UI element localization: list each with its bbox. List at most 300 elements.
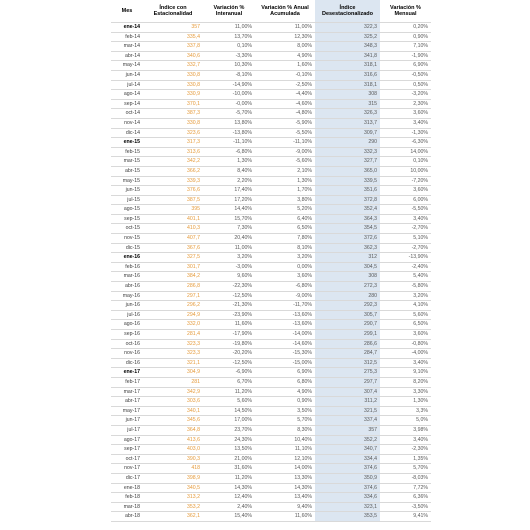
cell-indice-estacionalidad: 401,1 [143,214,203,224]
cell-mes: mar-16 [111,272,143,282]
cell-variacion-anual-acumulada: 8,30% [255,425,315,435]
cell-mes: jun-16 [111,301,143,311]
cell-indice-desestacionalizado: 311,2 [315,397,380,407]
cell-variacion-interanual: 20,40% [203,234,255,244]
cell-indice-desestacionalizado: 374,6 [315,483,380,493]
cell-variacion-interanual: 9,60% [203,272,255,282]
cell-variacion-mensual: 14,00% [380,147,431,157]
cell-variacion-mensual: 3,40% [380,358,431,368]
cell-indice-estacionalidad: 294,9 [143,310,203,320]
table-row [111,464,431,474]
table-row [111,358,431,368]
cell-mes: sep-16 [111,330,143,340]
cell-indice-estacionalidad: 410,3 [143,224,203,234]
cell-mes: sep-14 [111,99,143,109]
table-row [111,368,431,378]
cell-variacion-mensual: -3,50% [380,502,431,512]
cell-variacion-anual-acumulada: 6,80% [255,377,315,387]
cell-indice-desestacionalizado: 350,9 [315,473,380,483]
cell-indice-desestacionalizado: 362,3 [315,243,380,253]
cell-variacion-interanual: 11,00% [203,23,255,33]
cell-variacion-anual-acumulada: 6,40% [255,214,315,224]
cell-variacion-mensual: -3,20% [380,90,431,100]
cell-indice-estacionalidad: 387,5 [143,195,203,205]
table-row [111,147,431,157]
cell-variacion-interanual: -3,30% [203,51,255,61]
data-table-container [111,0,431,522]
cell-mes: may-14 [111,61,143,71]
cell-indice-desestacionalizado: 374,6 [315,464,380,474]
cell-variacion-interanual: -20,20% [203,349,255,359]
table-row [111,70,431,80]
cell-variacion-anual-acumulada: 6,50% [255,224,315,234]
cell-mes: nov-16 [111,349,143,359]
cell-variacion-interanual: -13,80% [203,128,255,138]
cell-variacion-anual-acumulada: 13,30% [255,473,315,483]
table-row [111,128,431,138]
cell-variacion-interanual: 11,60% [203,320,255,330]
cell-indice-estacionalidad: 301,7 [143,262,203,272]
cell-variacion-interanual: 10,30% [203,61,255,71]
table-row [111,406,431,416]
cell-variacion-mensual: -2,70% [380,243,431,253]
cell-variacion-anual-acumulada: 12,30% [255,32,315,42]
cell-variacion-anual-acumulada: -11,70% [255,301,315,311]
cell-indice-estacionalidad: 345,6 [143,416,203,426]
cell-indice-estacionalidad: 281 [143,377,203,387]
table-row [111,166,431,176]
cell-variacion-interanual: 6,70% [203,377,255,387]
cell-indice-desestacionalizado: 308 [315,90,380,100]
cell-indice-estacionalidad: 281,4 [143,330,203,340]
table-row [111,205,431,215]
table-row [111,90,431,100]
cell-indice-estacionalidad: 330,8 [143,70,203,80]
cell-indice-estacionalidad: 418 [143,464,203,474]
cell-variacion-anual-acumulada: 14,30% [255,483,315,493]
cell-variacion-interanual: 8,40% [203,166,255,176]
cell-variacion-anual-acumulada: 14,00% [255,464,315,474]
cell-variacion-interanual: -12,50% [203,291,255,301]
cell-indice-estacionalidad: 330,9 [143,90,203,100]
cell-variacion-mensual: -2,30% [380,445,431,455]
cell-variacion-interanual: 11,20% [203,473,255,483]
cell-indice-desestacionalizado: 352,2 [315,435,380,445]
table-row [111,282,431,292]
cell-mes: jul-16 [111,310,143,320]
cell-mes: abr-14 [111,51,143,61]
cell-variacion-anual-acumulada: -9,00% [255,147,315,157]
header-mes: Mes [111,0,143,23]
cell-indice-estacionalidad: 313,2 [143,493,203,503]
cell-variacion-interanual: -8,10% [203,70,255,80]
cell-indice-estacionalidad: 353,2 [143,502,203,512]
table-row [111,349,431,359]
table-row [111,445,431,455]
header-row [111,0,431,23]
cell-variacion-anual-acumulada: 5,20% [255,205,315,215]
cell-mes: may-17 [111,406,143,416]
cell-variacion-interanual: 14,30% [203,483,255,493]
cell-variacion-mensual: 6,36% [380,493,431,503]
cell-variacion-interanual: 2,20% [203,176,255,186]
cell-indice-desestacionalizado: 325,2 [315,32,380,42]
cell-variacion-mensual: 8,20% [380,377,431,387]
cell-variacion-interanual: 3,20% [203,253,255,263]
table-row [111,138,431,148]
table-row [111,23,431,33]
cell-indice-estacionalidad: 395 [143,205,203,215]
cell-variacion-mensual: 3,60% [380,109,431,119]
cell-variacion-mensual: -2,40% [380,262,431,272]
cell-mes: mar-15 [111,157,143,167]
cell-indice-estacionalidad: 340,5 [143,483,203,493]
cell-indice-estacionalidad: 403,0 [143,445,203,455]
cell-mes: ene-15 [111,138,143,148]
header-variacion-mensual: Variación % Mensual [380,0,431,23]
cell-mes: may-16 [111,291,143,301]
cell-mes: ago-15 [111,205,143,215]
cell-indice-desestacionalizado: 353,5 [315,512,380,522]
cell-variacion-interanual: 11,00% [203,243,255,253]
cell-indice-desestacionalizado: 372,6 [315,234,380,244]
cell-variacion-interanual: 14,40% [203,205,255,215]
table-row [111,118,431,128]
cell-indice-desestacionalizado: 352,4 [315,205,380,215]
header-indice-desestacionalizado: Índice Desestacionalizado [315,0,380,23]
cell-mes: ago-16 [111,320,143,330]
cell-variacion-interanual: -10,00% [203,90,255,100]
cell-variacion-interanual: 21,00% [203,454,255,464]
cell-indice-desestacionalizado: 334,6 [315,493,380,503]
cell-mes: feb-18 [111,493,143,503]
cell-variacion-interanual: 14,50% [203,406,255,416]
cell-variacion-interanual: 2,40% [203,502,255,512]
cell-variacion-anual-acumulada: 3,60% [255,272,315,282]
table-row [111,176,431,186]
cell-indice-desestacionalizado: 354,5 [315,224,380,234]
cell-variacion-interanual: 17,40% [203,186,255,196]
cell-indice-desestacionalizado: 312,5 [315,358,380,368]
cell-indice-desestacionalizado: 318,1 [315,80,380,90]
cell-indice-desestacionalizado: 312 [315,253,380,263]
cell-indice-estacionalidad: 366,2 [143,166,203,176]
cell-variacion-anual-acumulada: -4,40% [255,90,315,100]
cell-variacion-mensual: -7,20% [380,176,431,186]
cell-variacion-mensual: 9,10% [380,368,431,378]
cell-variacion-interanual: -3,00% [203,262,255,272]
cell-variacion-anual-acumulada: 1,70% [255,186,315,196]
table-row [111,310,431,320]
cell-variacion-interanual: -12,50% [203,358,255,368]
cell-variacion-anual-acumulada: -0,10% [255,70,315,80]
table-row [111,186,431,196]
cell-variacion-interanual: -19,80% [203,339,255,349]
cell-variacion-mensual: 3,40% [380,435,431,445]
cell-variacion-anual-acumulada: -15,30% [255,349,315,359]
table-row [111,435,431,445]
table-row [111,80,431,90]
cell-indice-estacionalidad: 340,1 [143,406,203,416]
table-header [111,0,431,23]
cell-variacion-anual-acumulada: 10,40% [255,435,315,445]
cell-variacion-interanual: 12,40% [203,493,255,503]
cell-indice-estacionalidad: 342,9 [143,387,203,397]
table-row [111,454,431,464]
cell-mes: nov-15 [111,234,143,244]
cell-variacion-mensual: 6,50% [380,320,431,330]
table-row [111,262,431,272]
cell-variacion-anual-acumulada: 3,80% [255,195,315,205]
table-row [111,291,431,301]
cell-variacion-anual-acumulada: 1,60% [255,61,315,71]
cell-mes: oct-17 [111,454,143,464]
cell-indice-desestacionalizado: 351,6 [315,186,380,196]
cell-variacion-anual-acumulada: 4,90% [255,51,315,61]
table-row [111,512,431,522]
cell-indice-estacionalidad: 387,3 [143,109,203,119]
cell-mes: nov-14 [111,118,143,128]
table-row [111,224,431,234]
cell-indice-desestacionalizado: 323,1 [315,502,380,512]
cell-variacion-interanual: 17,00% [203,416,255,426]
table-row [111,493,431,503]
cell-mes: ene-16 [111,253,143,263]
cell-variacion-anual-acumulada: 0,00% [255,262,315,272]
header-variacion-anual-acumulada: Variación % Anual Acumulada [255,0,315,23]
cell-variacion-anual-acumulada: 1,30% [255,176,315,186]
cell-variacion-mensual: 7,72% [380,483,431,493]
cell-variacion-mensual: -1,90% [380,51,431,61]
cell-variacion-anual-acumulada: 2,10% [255,166,315,176]
cell-variacion-interanual: 17,20% [203,195,255,205]
cell-variacion-mensual: -1,30% [380,128,431,138]
cell-variacion-interanual: 11,20% [203,387,255,397]
cell-variacion-anual-acumulada: 8,10% [255,243,315,253]
cell-indice-desestacionalizado: 286,6 [315,339,380,349]
cell-indice-estacionalidad: 362,1 [143,512,203,522]
cell-mes: jun-14 [111,70,143,80]
cell-variacion-anual-acumulada: -4,80% [255,109,315,119]
cell-variacion-interanual: -23,90% [203,310,255,320]
cell-mes: sep-15 [111,214,143,224]
cell-variacion-interanual: 13,80% [203,118,255,128]
cell-variacion-anual-acumulada: -5,50% [255,128,315,138]
cell-indice-estacionalidad: 313,6 [143,147,203,157]
cell-variacion-interanual: -14,90% [203,80,255,90]
cell-indice-estacionalidad: 335,4 [143,32,203,42]
cell-variacion-interanual: 24,30% [203,435,255,445]
cell-mes: abr-16 [111,282,143,292]
cell-mes: feb-15 [111,147,143,157]
cell-mes: jul-14 [111,80,143,90]
cell-mes: ago-14 [111,90,143,100]
cell-indice-desestacionalizado: 307,4 [315,387,380,397]
cell-indice-desestacionalizado: 327,7 [315,157,380,167]
cell-mes: dic-17 [111,473,143,483]
table-row [111,99,431,109]
cell-mes: jun-17 [111,416,143,426]
table-row [111,339,431,349]
cell-variacion-anual-acumulada: 11,10% [255,445,315,455]
cell-indice-desestacionalizado: 280 [315,291,380,301]
cell-variacion-interanual: -0,00% [203,99,255,109]
cell-variacion-anual-acumulada: 4,90% [255,387,315,397]
cell-indice-estacionalidad: 367,6 [143,243,203,253]
table-body [111,23,431,522]
table-row [111,243,431,253]
cell-variacion-mensual: -13,90% [380,253,431,263]
cell-indice-desestacionalizado: 275,3 [315,368,380,378]
cell-indice-estacionalidad: 323,6 [143,128,203,138]
cell-variacion-mensual: -0,50% [380,70,431,80]
cell-indice-desestacionalizado: 372,8 [315,195,380,205]
cell-indice-estacionalidad: 332,0 [143,320,203,330]
cell-variacion-mensual: 0,10% [380,157,431,167]
cell-variacion-anual-acumulada: 0,90% [255,397,315,407]
cell-variacion-anual-acumulada: 5,70% [255,416,315,426]
cell-indice-desestacionalizado: 357 [315,425,380,435]
cell-variacion-mensual: 10,00% [380,166,431,176]
cell-indice-desestacionalizado: 290 [315,138,380,148]
cell-indice-estacionalidad: 337,8 [143,42,203,52]
cell-variacion-mensual: 5,60% [380,310,431,320]
cell-mes: oct-15 [111,224,143,234]
cell-indice-desestacionalizado: 292,3 [315,301,380,311]
cell-mes: dic-14 [111,128,143,138]
cell-variacion-mensual: -6,30% [380,138,431,148]
cell-mes: ene-18 [111,483,143,493]
cell-variacion-mensual: -4,00% [380,349,431,359]
cell-variacion-anual-acumulada: 7,80% [255,234,315,244]
cell-variacion-anual-acumulada: 8,00% [255,42,315,52]
cell-mes: jul-17 [111,425,143,435]
cell-mes: sep-17 [111,445,143,455]
cell-indice-desestacionalizado: 305,7 [315,310,380,320]
cell-indice-estacionalidad: 303,6 [143,397,203,407]
cell-mes: abr-15 [111,166,143,176]
cell-indice-estacionalidad: 330,8 [143,118,203,128]
header-variacion-interanual: Variación % Interanual [203,0,255,23]
cell-variacion-mensual: 3,30% [380,387,431,397]
cell-variacion-mensual: 3,3% [380,406,431,416]
cell-variacion-anual-acumulada: -4,60% [255,99,315,109]
cell-indice-estacionalidad: 286,8 [143,282,203,292]
cell-variacion-interanual: -21,30% [203,301,255,311]
cell-variacion-mensual: 6,00% [380,195,431,205]
cell-variacion-anual-acumulada: -14,00% [255,330,315,340]
cell-variacion-anual-acumulada: 3,50% [255,406,315,416]
cell-mes: dic-15 [111,243,143,253]
table-row [111,483,431,493]
cell-mes: abr-17 [111,397,143,407]
cell-mes: feb-14 [111,32,143,42]
cell-indice-desestacionalizado: 308 [315,272,380,282]
cell-variacion-interanual: 15,40% [203,512,255,522]
cell-indice-estacionalidad: 384,2 [143,272,203,282]
cell-variacion-mensual: 3,40% [380,214,431,224]
cell-variacion-mensual: 6,90% [380,61,431,71]
table-row [111,387,431,397]
cell-mes: dic-16 [111,358,143,368]
cell-variacion-mensual: 1,35% [380,454,431,464]
cell-variacion-mensual: 3,60% [380,330,431,340]
cell-indice-desestacionalizado: 297,7 [315,377,380,387]
table-row [111,195,431,205]
cell-variacion-anual-acumulada: -13,60% [255,320,315,330]
cell-indice-desestacionalizado: 339,5 [315,176,380,186]
cell-indice-estacionalidad: 339,3 [143,176,203,186]
cell-mes: mar-14 [111,42,143,52]
table-row [111,253,431,263]
cell-variacion-anual-acumulada: 6,90% [255,368,315,378]
cell-variacion-mensual: 5,70% [380,464,431,474]
cell-variacion-mensual: 2,30% [380,99,431,109]
cell-indice-desestacionalizado: 316,6 [315,70,380,80]
cell-variacion-anual-acumulada: -11,10% [255,138,315,148]
table-row [111,32,431,42]
cell-variacion-interanual: -22,30% [203,282,255,292]
table-row [111,109,431,119]
cell-variacion-interanual: 13,70% [203,32,255,42]
cell-indice-estacionalidad: 398,9 [143,473,203,483]
cell-indice-desestacionalizado: 284,7 [315,349,380,359]
cell-indice-estacionalidad: 332,7 [143,61,203,71]
table-row [111,272,431,282]
cell-indice-desestacionalizado: 337,4 [315,416,380,426]
cell-variacion-mensual: -2,70% [380,224,431,234]
cell-indice-estacionalidad: 342,2 [143,157,203,167]
cell-indice-desestacionalizado: 364,3 [315,214,380,224]
table-row [111,301,431,311]
cell-mes: feb-16 [111,262,143,272]
cell-indice-desestacionalizado: 304,5 [315,262,380,272]
cell-variacion-mensual: 3,60% [380,186,431,196]
cell-variacion-anual-acumulada: 9,40% [255,502,315,512]
cell-variacion-mensual: 0,50% [380,80,431,90]
cell-variacion-mensual: 0,90% [380,32,431,42]
cell-variacion-anual-acumulada: 11,60% [255,512,315,522]
table-row [111,234,431,244]
cell-indice-estacionalidad: 340,6 [143,51,203,61]
cell-variacion-anual-acumulada: -9,00% [255,291,315,301]
cell-indice-desestacionalizado: 341,8 [315,51,380,61]
cell-variacion-mensual: 5,40% [380,272,431,282]
cell-indice-desestacionalizado: 332,3 [315,147,380,157]
cell-variacion-interanual: -6,80% [203,147,255,157]
cell-variacion-mensual: -5,80% [380,282,431,292]
cell-variacion-interanual: 13,50% [203,445,255,455]
cell-mes: feb-17 [111,377,143,387]
cell-indice-desestacionalizado: 326,3 [315,109,380,119]
cell-variacion-interanual: 15,70% [203,214,255,224]
cell-indice-estacionalidad: 321,1 [143,358,203,368]
cell-indice-estacionalidad: 304,9 [143,368,203,378]
cell-indice-desestacionalizado: 348,3 [315,42,380,52]
cell-variacion-interanual: 7,30% [203,224,255,234]
table-row [111,502,431,512]
cell-indice-desestacionalizado: 321,5 [315,406,380,416]
cell-indice-desestacionalizado: 334,4 [315,454,380,464]
cell-mes: oct-16 [111,339,143,349]
cell-variacion-mensual: 4,10% [380,301,431,311]
table-row [111,473,431,483]
cell-variacion-mensual: -0,80% [380,339,431,349]
cell-indice-desestacionalizado: 272,3 [315,282,380,292]
cell-indice-estacionalidad: 376,6 [143,186,203,196]
cell-mes: mar-17 [111,387,143,397]
cell-variacion-mensual: 3,40% [380,118,431,128]
